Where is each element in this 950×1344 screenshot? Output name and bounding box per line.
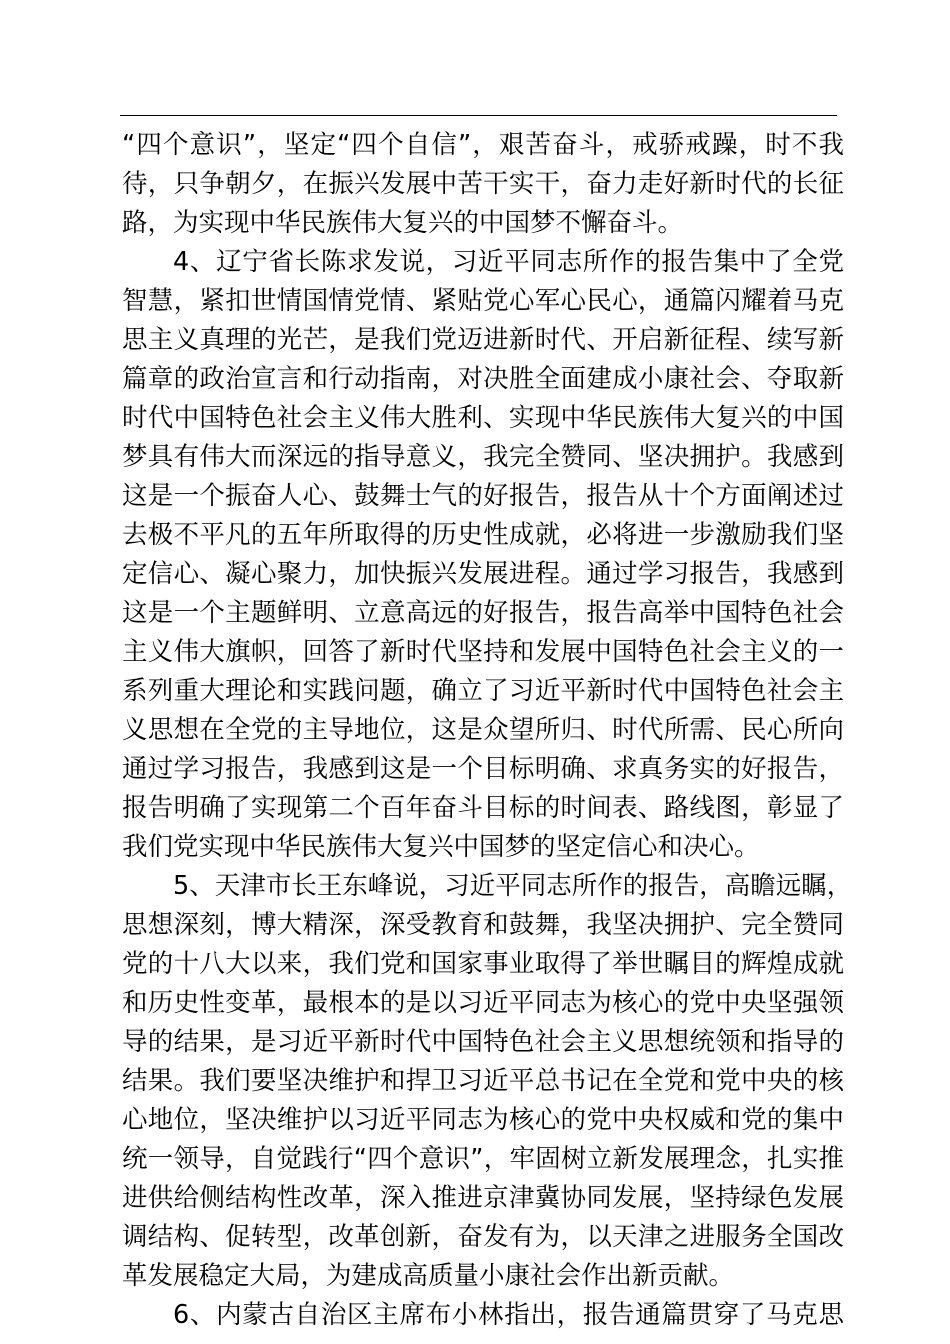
paragraph-continuation bbox=[122, 126, 844, 243]
text-line: 报告明确了实现第二个百年奋斗目标的时间表、路线图，彰显了 bbox=[122, 793, 844, 823]
text-line: 这是一个主题鲜明、立意高远的好报告，报告高举中国特色社会 bbox=[122, 598, 844, 628]
text-line: 5、天津市长王东峰说，习近平同志所作的报告，高瞻远瞩， bbox=[173, 871, 853, 901]
text-line: 我们党实现中华民族伟大复兴中国梦的坚定信心和决心。 bbox=[122, 832, 760, 862]
text-line: 主义伟大旗帜，回答了新时代坚持和发展中国特色社会主义的一 bbox=[122, 637, 844, 667]
paragraph-item-4 bbox=[122, 243, 844, 867]
text-line: 系列重大理论和实践问题，确立了习近平新时代中国特色社会主 bbox=[122, 676, 844, 706]
text-line: 路，为实现中华民族伟大复兴的中国梦不懈奋斗。 bbox=[122, 208, 684, 238]
text-line: 这是一个振奋人心、鼓舞士气的好报告，报告从十个方面阐述过 bbox=[122, 481, 844, 511]
text-line: 义思想在全党的主导地位，这是众望所归、时代所需、民心所向 bbox=[122, 715, 844, 745]
text-line: 梦具有伟大而深远的指导意义，我完全赞同、坚决拥护。我感到 bbox=[122, 442, 844, 472]
text-line: 思主义真理的光芒，是我们党迈进新时代、开启新征程、续写新 bbox=[122, 325, 844, 355]
text-line: 导的结果，是习近平新时代中国特色社会主义思想统领和指导的 bbox=[122, 1027, 844, 1057]
text-line: “四个意识”，坚定“四个自信”，艰苦奋斗，戒骄戒躁，时不我 bbox=[122, 130, 844, 160]
paragraph-item-5 bbox=[122, 867, 853, 1296]
text-line: 革发展稳定大局，为建成高质量小康社会作出新贡献。 bbox=[122, 1261, 735, 1291]
text-line: 6、内蒙古自治区主席布小林指出，报告通篇贯穿了马克思 bbox=[173, 1300, 844, 1330]
text-line: 结果。我们要坚决维护和捍卫习近平总书记在全党和党中央的核 bbox=[122, 1066, 844, 1096]
text-line: 统一领导，自觉践行“四个意识”，牢固树立新发展理念，扎实推 bbox=[122, 1144, 844, 1174]
document-body bbox=[122, 126, 853, 1335]
header-rule bbox=[120, 115, 837, 116]
text-line: 党的十八大以来，我们党和国家事业取得了举世瞩目的辉煌成就 bbox=[122, 949, 844, 979]
text-line: 篇章的政治宣言和行动指南，对决胜全面建成小康社会、夺取新 bbox=[122, 364, 844, 394]
text-line: 思想深刻，博大精深，深受教育和鼓舞，我坚决拥护、完全赞同 bbox=[122, 910, 844, 940]
text-line: 心地位，坚决维护以习近平同志为核心的党中央权威和党的集中 bbox=[122, 1105, 844, 1135]
text-line: 和历史性变革，最根本的是以习近平同志为核心的党中央坚强领 bbox=[122, 988, 844, 1018]
text-line: 时代中国特色社会主义伟大胜利、实现中华民族伟大复兴的中国 bbox=[122, 403, 844, 433]
text-line: 智慧，紧扣世情国情党情、紧贴党心军心民心，通篇闪耀着马克 bbox=[122, 286, 844, 316]
text-line: 定信心、凝心聚力，加快振兴发展进程。通过学习报告，我感到 bbox=[122, 559, 844, 589]
text-line: 待，只争朝夕，在振兴发展中苦干实干，奋力走好新时代的长征 bbox=[122, 169, 844, 199]
text-line: 调结构、促转型，改革创新，奋发有为，以天津之进服务全国改 bbox=[122, 1222, 844, 1252]
paragraph-item-6 bbox=[122, 1296, 844, 1335]
text-line: 进供给侧结构性改革，深入推进京津冀协同发展，坚持绿色发展 bbox=[122, 1183, 844, 1213]
text-line: 去极不平凡的五年所取得的历史性成就，必将进一步激励我们坚 bbox=[122, 520, 844, 550]
text-line: 通过学习报告，我感到这是一个目标明确、求真务实的好报告， bbox=[122, 754, 844, 784]
text-line: 4、辽宁省长陈求发说，习近平同志所作的报告集中了全党 bbox=[173, 247, 844, 277]
